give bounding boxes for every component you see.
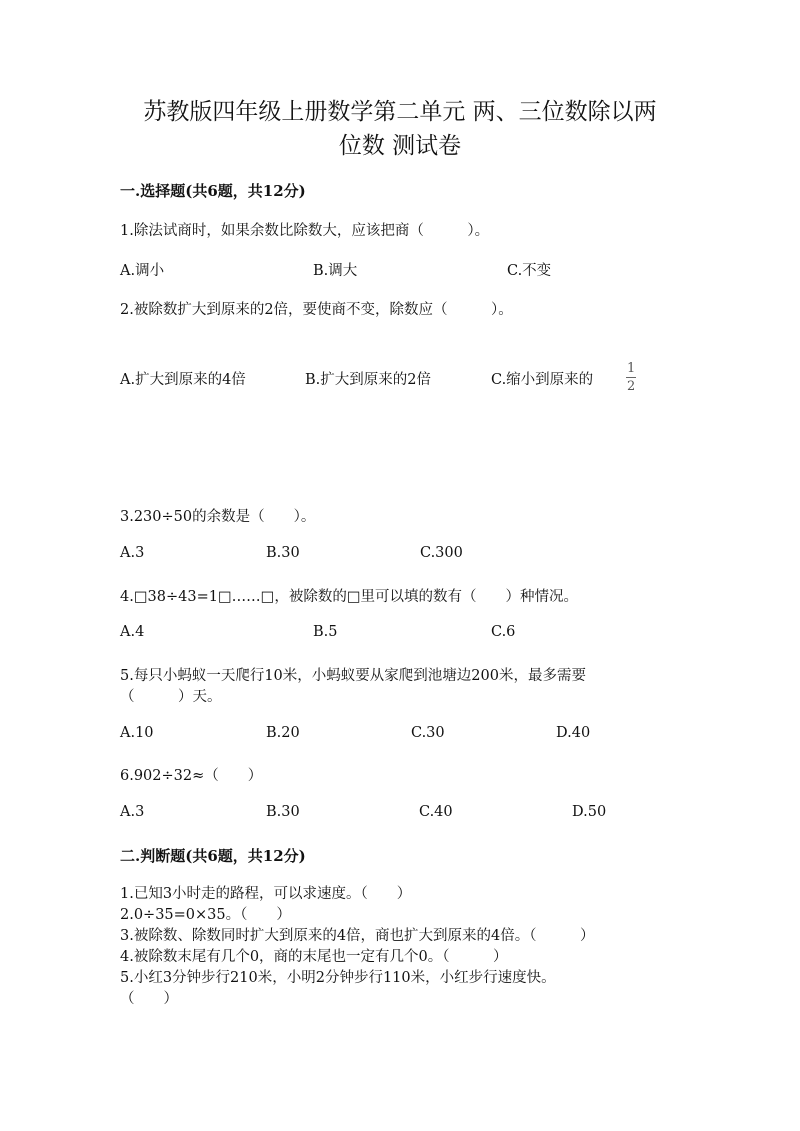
question-3-option-a: A.3 <box>120 545 145 561</box>
question-2-option-c: C.缩小到原来的 <box>491 372 594 388</box>
section-heading-judgement: 二.判断题(共6题，共12分) <box>120 847 306 865</box>
question-1: 1.除法试商时，如果余数比除数大，应该把商（ ）。 <box>120 223 490 239</box>
question-4-option-a: A.4 <box>120 624 145 640</box>
judgement-item-4: 4.被除数末尾有几个0，商的末尾也一定有几个0。（ ） <box>120 949 508 965</box>
judgement-item-1: 1.已知3小时走的路程，可以求速度。（ ） <box>120 886 412 902</box>
question-6-option-b: B.30 <box>266 804 300 820</box>
fraction-numerator: 1 <box>627 361 636 376</box>
question-4: 4.□38÷43=1□……□，被除数的□里可以填的数有（ ）种情况。 <box>120 589 579 605</box>
section-heading-choice: 一.选择题(共6题，共12分) <box>120 182 306 200</box>
fraction-bar <box>626 377 636 378</box>
question-6-option-a: A.3 <box>120 804 145 820</box>
question-3-option-c: C.300 <box>420 545 463 561</box>
question-4-option-c: C.6 <box>491 624 516 640</box>
question-5-option-c: C.30 <box>411 725 445 741</box>
question-6-option-d: D.50 <box>572 804 607 820</box>
judgement-item-5-bracket: （ ） <box>120 991 178 1007</box>
fraction-denominator: 2 <box>627 379 636 394</box>
question-6-option-c: C.40 <box>419 804 453 820</box>
question-1-option-a: A.调小 <box>120 263 165 279</box>
question-2-option-b: B.扩大到原来的2倍 <box>305 372 431 388</box>
page-title-line1: 苏教版四年级上册数学第二单元 两、三位数除以两 <box>143 99 657 125</box>
question-5-option-a: A.10 <box>120 725 154 741</box>
question-1-option-c: C.不变 <box>507 263 552 279</box>
question-3: 3.230÷50的余数是（ ）。 <box>120 509 316 525</box>
question-1-option-b: B.调大 <box>313 263 358 279</box>
judgement-item-3: 3.被除数、除数同时扩大到原来的4倍，商也扩大到原来的4倍。（ ） <box>120 928 595 944</box>
question-4-option-b: B.5 <box>313 624 338 640</box>
question-6: 6.902÷32≈（ ） <box>120 768 263 784</box>
judgement-item-5: 5.小红3分钟步行210米，小明2分钟步行110米，小红步行速度快。 <box>120 970 556 986</box>
judgement-item-2: 2.0÷35=0×35。（ ） <box>120 907 291 923</box>
question-5-line1: 5.每只小蚂蚁一天爬行10米，小蚂蚁要从家爬到池塘边200米，最多需要 <box>120 668 586 684</box>
question-5-option-d: D.40 <box>556 725 591 741</box>
fraction-one-half <box>626 362 636 393</box>
question-2-fraction <box>626 362 636 393</box>
question-3-option-b: B.30 <box>266 545 300 561</box>
question-5-option-b: B.20 <box>266 725 300 741</box>
question-2-option-a: A.扩大到原来的4倍 <box>120 372 246 388</box>
page-title-line2: 位数 测试卷 <box>338 133 462 159</box>
question-5-line2: （ ）天。 <box>120 689 222 705</box>
question-2: 2.被除数扩大到原来的2倍，要使商不变，除数应（ ）。 <box>120 302 513 318</box>
